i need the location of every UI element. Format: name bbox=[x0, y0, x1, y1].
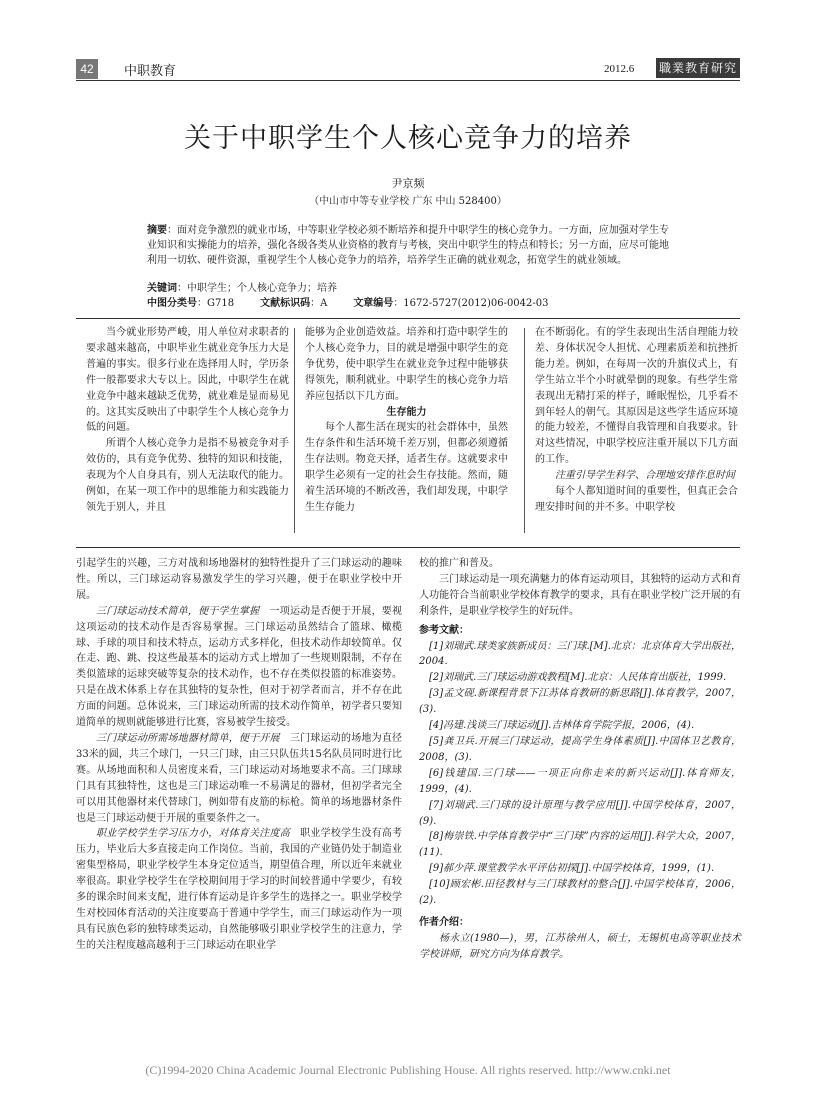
reference-item: [3]孟文砚.新课程背景下江苏体育教研的新思路[J].体育教学，2007，(3). bbox=[419, 688, 741, 716]
body-column-1 bbox=[86, 325, 289, 516]
paragraph: 当今就业形势严峻，用人单位对求职者的要求越来越高，中职毕业生就业竞争压力大是普遍的事实。很多行业在选择用人时，学历条件一般都要求大专以上。因此，中职学生在就业竞争中越来越缺乏优势，就业难是显而易见的。这其实反映出了中职学生个人核心竞争力低的问题。 bbox=[86, 327, 289, 434]
subsection-heading: 三门球运动技术简单，便于学生掌握 bbox=[96, 605, 260, 617]
paragraph bbox=[76, 604, 402, 731]
paragraph: 三门球运动是一项充满魅力的体育运动项目，其独特的运动方式和育人功能符合当前职业学校体育教学的要求，具有在职业学校广泛开展的有利条件，是职业学校学生的好玩伴。 bbox=[419, 573, 741, 617]
paragraph: 校的推广和普及。 bbox=[419, 558, 499, 569]
body-column-3 bbox=[535, 325, 738, 516]
author-affiliation: （中山市中等专业学校 广东 中山 528400） bbox=[309, 196, 507, 207]
reference-item: [1]刘瑞武.球类家族新成员：三门球.[M].北京：北京体育大学出版社，2004. bbox=[419, 640, 741, 668]
classification-line bbox=[147, 296, 669, 311]
paragraph: 所谓个人核心竞争力是指不易被竞争对手效仿的，具有竞争优势、独特的知识和技能，表现为个人自身具有，别人无法取代的能力。例如，在某一项工作中的思维能力和实践能力领先于别人，并且 bbox=[86, 438, 289, 513]
journal-section: 中职教育 bbox=[124, 64, 177, 79]
article-no-label: 文章编号 bbox=[353, 298, 394, 309]
abstract bbox=[147, 223, 669, 268]
paragraph: 每个人都生活在现实的社会群体中，虽然生存条件和生活环境千差万别，但都必须遵循生存法则。物竞天择，适者生存。这就要求中职学生必须有一定的社会生存技能。然而，随着生活环境的不断改善，我们却发现，中职学生生存能力 bbox=[305, 422, 508, 513]
references-heading: 参考文献： bbox=[419, 624, 469, 636]
paragraph: 引起学生的兴趣，三方对战和场地器材的独特性提升了三门球运动的趣味性。所以，三门球运动容易激发学生的学习兴趣，便于在职业学校中开展。 bbox=[76, 558, 402, 601]
paragraph bbox=[76, 826, 402, 953]
column-divider bbox=[294, 328, 295, 533]
reference-item: [9]郝少萍.课堂教学水平评估初探[J].中国学校体育，1999，(1). bbox=[429, 863, 715, 875]
reference-item: [5]龚卫兵.开展三门球运动，提高学生身体素质[J].中国体卫艺教育，2008，(3). bbox=[419, 735, 741, 763]
doc-code-label: 文献标识码 bbox=[260, 298, 311, 309]
reference-item: [4]冯建.浅谈三门球运动[J].吉林体育学院学报，2006，(4). bbox=[429, 720, 695, 732]
journal-logo: 職業教育研究 bbox=[656, 58, 740, 78]
subsection-heading: 三门球运动所需场地器材简单，便于开展 bbox=[96, 732, 280, 744]
reference-item: [2]刘瑞武.三门球运动游戏教程[M].北京：人民体育出版社，1999. bbox=[429, 672, 727, 684]
lower-left-column bbox=[76, 556, 402, 954]
paragraph-text: 职业学校学生没有高考压力，毕业后大多直接走向工作岗位。当前，我国的产业链仍处于制造业密集型格局，职业学校学生本身定位适当，期望值合理，所以近年来就业率很高。职业学校学生在学校期间用于学习的时间较普通中学要少，有较多的课余时间来支配，进行体育运动是许多学生的选择之一。职业学校学生对校园体育活动的关注度要高于普通中学学生，而三门球运动作为一项具有民族色彩的独特球类运动，自然能够吸引职业学校学生的注意力，学生的关注程度越高越利于三门球运动在职业学 bbox=[76, 828, 403, 951]
author-intro: 杨永立(1980—)，男，江苏徐州人，硕士，无锡机电高等职业技术学校讲师，研究方向为体育教学。 bbox=[419, 932, 741, 960]
header-rule bbox=[76, 80, 740, 81]
clc-value: ：G718 bbox=[197, 298, 235, 309]
copyright-notice: (C)1994-2020 China Academic Journal Electronic Publishing House. All rights reserved. http://www.cnki.net bbox=[145, 1063, 671, 1077]
article-no-value: ：1672-5727(2012)06-0042-03 bbox=[393, 298, 549, 309]
reference-item: [8]梅崇铁.中学体育教学中“三门球”内容的运用[J].科学大众，2007，(11). bbox=[419, 831, 741, 859]
column-divider bbox=[524, 328, 525, 533]
paragraph: 在不断弱化。有的学生表现出生活自理能力较差、身体状况令人担忧、心理素质差和抗挫折能力差。例如，在每周一次的升旗仪式上，有学生站立半个小时就晕倒的现象。有些学生常表现出无精打采的样子，睡眠惺忪，几乎看不到年轻人的朝气。其原因是这些学生适应环境的能力较差，不懂得自我管理和自我要求。针对这些情况，中职学校应注重开展以下几方面的工作。 bbox=[535, 327, 738, 466]
doc-code-value: ：A bbox=[310, 298, 328, 309]
subsection-heading: 职业学校学生学习压力小，对体育关注度高 bbox=[96, 828, 290, 840]
clc-label: 中图分类号 bbox=[147, 298, 197, 309]
abstract-label: 摘要 bbox=[147, 225, 168, 236]
abstract-text: ：面对竞争激烈的就业市场，中等职业学校必须不断培养和提升中职学生的核心竞争力。一方面，应加强对学生专业知识和实操能力的培养，强化各级各类从业资格的教育与考核，突出中职学生的特点和特长；另一方面，应尽可能地利用一切软、硬件资源，重视学生个人核心竞争力的培养，培养学生正确的就业观念，拓宽学生的就业领域。 bbox=[147, 225, 670, 266]
keywords-text: ：中职学生；个人核心竞争力；培养 bbox=[177, 283, 337, 294]
reference-item: [6]钱建国.三门球——一项正向你走来的新兴运动[J].体育师友，1999，(4). bbox=[419, 767, 741, 795]
body-column-2 bbox=[305, 325, 508, 516]
keywords bbox=[147, 281, 669, 296]
section-heading: 生存能力 bbox=[386, 406, 427, 418]
paragraph: 每个人都知道时间的重要性，但真正会合理安排时间的并不多。中职学校 bbox=[535, 486, 738, 513]
page-number: 42 bbox=[76, 59, 98, 79]
paragraph bbox=[76, 731, 402, 826]
author-intro-heading: 作者介绍： bbox=[419, 916, 469, 928]
section-separator bbox=[76, 547, 740, 548]
paragraph-text: 三门球运动的场地为直径33米的圆，共三个球门，一只三门球，由三只队伍共15名队员同时进行比赛。从场地面积和人员密度来看，三门球运动对场地要求不高。三门球球门具有其独特性，这也是三门球运动唯一不易满足的器材，但初学者完全可以用其他器材来代替球门，例如带有皮筋的标枪。简单的场地器材条件也是三门球运动便于开展的重要条件之一。 bbox=[76, 732, 403, 824]
issue-date: 2012.6 bbox=[604, 63, 635, 75]
lower-right-column bbox=[419, 556, 741, 963]
subsection-heading: 注重引导学生科学、合理地安排作息时间 bbox=[555, 470, 735, 482]
author-name: 尹京频 bbox=[391, 177, 425, 190]
abstract-separator bbox=[76, 318, 740, 319]
paragraph: 能够为企业创造效益。培养和打造中职学生的个人核心竞争力，目的就是增强中职学生的竞争优势，使中职学生在就业竞争过程中能够获得领先，顺利就业。中职学生的核心竞争力培养应包括以下几方面。 bbox=[305, 327, 508, 402]
reference-item: [10]顾宏彬.田径教材与三门球教材的整合[J].中国学校体育，2006，(2). bbox=[419, 879, 741, 907]
paragraph-text: 一项运动是否便于开展，要视这项运动的技术动作是否容易掌握。三门球运动虽然结合了篮球、橄榄球、手球的项目和技术特点，运动方式多样化，但技术动作却较简单。仅在走、跑、跳、投这些最基本的运动方式上增加了一些规则限制，不存在类似篮球的运球突破等复杂的技术动作，也不存在类似投篮的标准姿势。只是在战术体系上存在其独特的复杂性，但对于初学者而言，并不存在此方面的问题。总体说来，三门球运动所需的技术动作简单，初学者只要知道简单的规则就能够进行比赛，容易被学生接受。 bbox=[76, 605, 403, 729]
article-title: 关于中职学生个人核心竞争力的培养 bbox=[184, 123, 632, 154]
reference-item: [7]刘瑞武.三门球的设计原理与教学应用[J].中国学校体育，2007，(9). bbox=[419, 799, 741, 827]
keywords-label: 关键词 bbox=[147, 283, 177, 294]
